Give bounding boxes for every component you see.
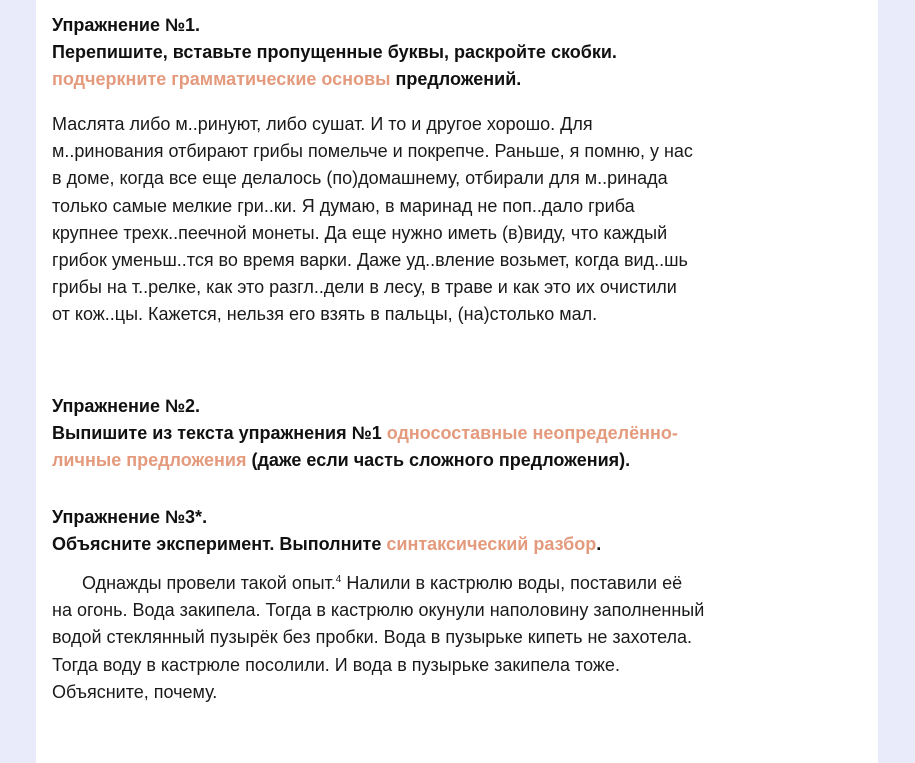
text-line: на огонь. Вода закипела. Тогда в кастрюлю окунули наполовину заполненный — [52, 600, 705, 621]
exercise-3-title: Упражнение №3*. — [52, 507, 208, 527]
exercise-2-title: Упражнение №2. — [52, 396, 201, 416]
exercise-1-instruction-2 — [52, 66, 852, 93]
exercise-1-accent: подчеркните грамматические основы — [52, 69, 391, 89]
exercise-3-text — [52, 570, 852, 706]
exercise-3-accent: синтаксический разбор — [386, 534, 597, 554]
exercise-1-title: Упражнение №1. — [52, 15, 201, 35]
text-line: грибок уменьш..тся во время варки. Даже уд..вление возьмет, когда вид..шь — [52, 250, 688, 271]
exercise-3-instruction — [52, 531, 852, 558]
text-line: только самые мелкие гри..ки. Я думаю, в маринад не поп..дало гриба — [52, 195, 635, 216]
exercise-1-text — [52, 111, 852, 329]
text-line — [52, 570, 852, 597]
exercise-2 — [52, 393, 852, 474]
exercise-2-instruction-start: Выпишите из текста упражнения №1 — [52, 423, 387, 443]
text-line-end: Налили в кастрюлю воды, поставили её — [341, 573, 683, 593]
text-line: в доме, когда все еще делалось (по)домашнему, отбирали для м..ринада — [52, 168, 668, 189]
text-line: крупнее трехк..пеечной монеты. Да еще нужно иметь (в)виду, что каждый — [52, 222, 668, 243]
exercise-3 — [52, 504, 852, 558]
text-line: грибы на т..релке, как это разгл..дели в лесу, в траве и как это их очистили — [52, 277, 677, 298]
text-line-start: Однажды провели такой опыт. — [82, 573, 336, 593]
exercise-3-instruction-start: Объясните эксперимент. Выполните — [52, 534, 387, 554]
text-line: Тогда воду в кастрюле посолили. И вода в пузырьке закипела тоже. — [52, 654, 620, 675]
exercise-2-accent-1: односоставные неопределённо- — [386, 423, 678, 443]
footnote-mark: 4 — [335, 574, 342, 585]
exercise-2-instruction — [52, 420, 852, 447]
exercise-2-instruction-tail: (даже если часть сложного предложения). — [246, 450, 631, 470]
exercise-2-accent-2: личные предложения — [52, 450, 247, 470]
exercise-1-instruction: Перепишите, вставьте пропущенные буквы, раскройте скобки. — [52, 42, 617, 62]
text-line: Маслята либо м..ринуют, либо сушат. И то и другое хорошо. Для — [52, 114, 593, 134]
text-line: м..ринования отбирают грибы помельче и покрепче. Раньше, я помню, у нас — [52, 141, 693, 162]
exercise-2-instruction-2 — [52, 447, 852, 474]
document-page — [36, 0, 878, 763]
exercise-1-instruction-tail: предложений. — [390, 69, 522, 89]
text-line: от кож..цы. Кажется, нельзя его взять в пальцы, (на)столько мал. — [52, 304, 598, 325]
text-line: Объясните, почему. — [52, 681, 218, 702]
exercise-3-instruction-tail: . — [596, 534, 602, 554]
text-line: водой стеклянный пузырёк без пробки. Вода в пузырьке кипеть не захотела. — [52, 627, 693, 648]
exercise-1 — [52, 12, 852, 93]
